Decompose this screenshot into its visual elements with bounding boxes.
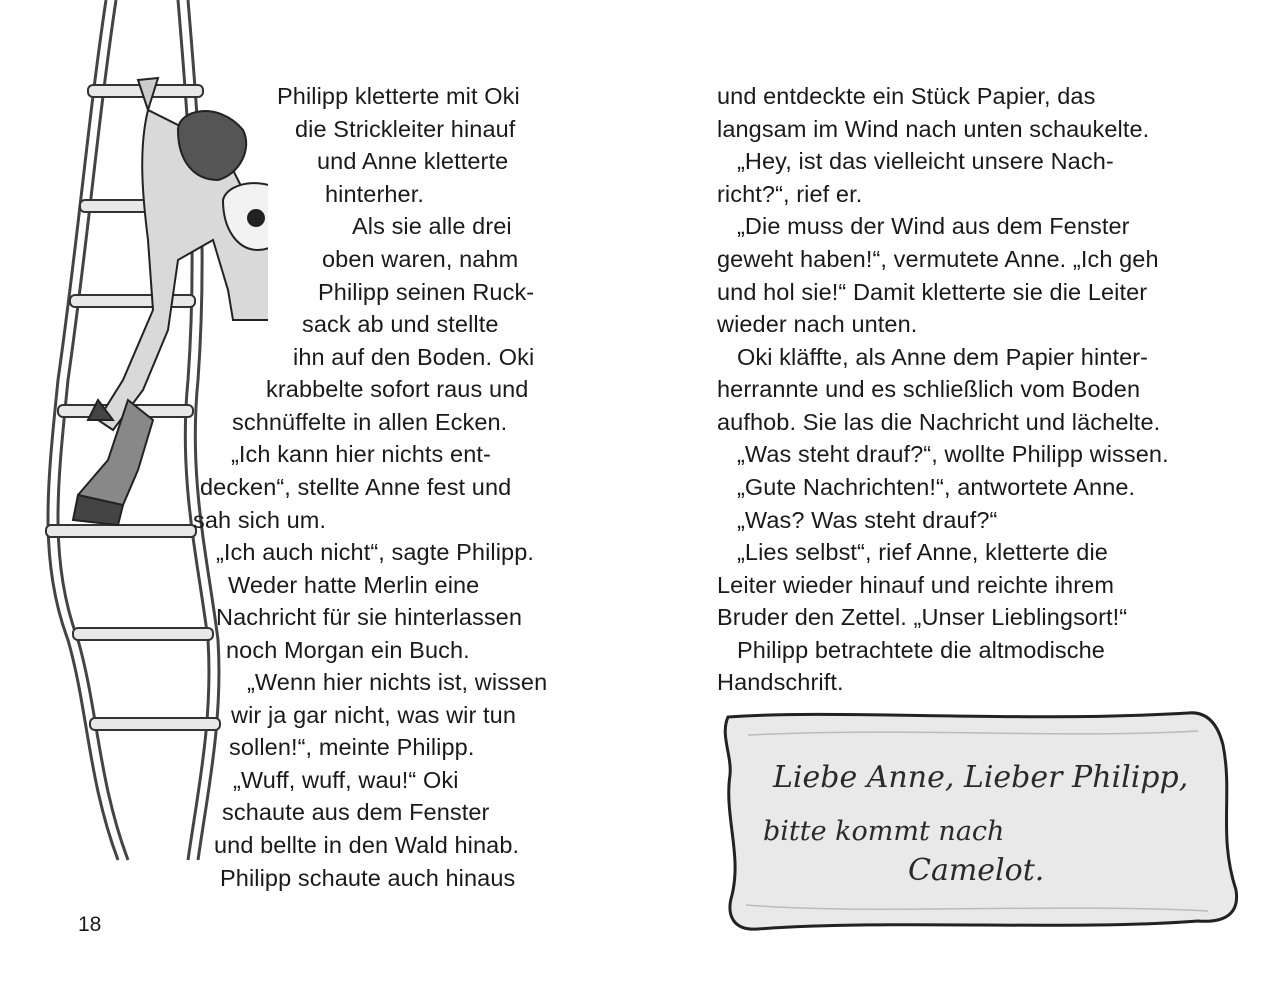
- text-line: Oki kläffte, als Anne dem Papier hinter-: [737, 344, 1149, 370]
- text-line: sah sich um.: [193, 507, 327, 533]
- text-line: richt?“, rief er.: [717, 181, 863, 207]
- text-line: „Die muss der Wind aus dem Fenster: [737, 213, 1130, 239]
- text-line: geweht haben!“, vermutete Anne. „Ich geh: [717, 246, 1159, 272]
- text-line: oben waren, nahm: [322, 246, 519, 272]
- note-line-3: Camelot.: [908, 853, 1045, 888]
- text-line: herrannte und es schließlich vom Boden: [717, 376, 1141, 402]
- text-line: Bruder den Zettel. „Unser Lieblingsort!“: [717, 604, 1128, 630]
- text-line: und hol sie!“ Damit kletterte sie die Leiter: [717, 279, 1148, 305]
- text-line: sollen!“, meinte Philipp.: [229, 734, 475, 760]
- text-line: Handschrift.: [717, 669, 844, 695]
- text-line: „Wenn hier nichts ist, wissen: [247, 669, 548, 695]
- text-line: „Was? Was steht drauf?“: [737, 507, 998, 533]
- text-line: Philipp seinen Ruck-: [318, 279, 535, 305]
- text-line: krabbelte sofort raus und: [266, 376, 529, 402]
- text-line: Philipp kletterte mit Oki: [277, 83, 520, 109]
- text-line: „Ich kann hier nichts ent-: [231, 441, 491, 467]
- text-line: „Hey, ist das vielleicht unsere Nach-: [737, 148, 1114, 174]
- text-line: decken“, stellte Anne fest und: [200, 474, 512, 500]
- text-line: die Strickleiter hinauf: [295, 116, 516, 142]
- text-line: schnüffelte in allen Ecken.: [232, 409, 508, 435]
- text-line: langsam im Wind nach unten schaukelte.: [717, 116, 1150, 142]
- text-line: noch Morgan ein Buch.: [226, 637, 470, 663]
- text-line: Weder hatte Merlin eine: [228, 572, 480, 598]
- right-page: [640, 0, 1280, 998]
- text-line: ihn auf den Boden. Oki: [293, 344, 535, 370]
- text-line: wir ja gar nicht, was wir tun: [231, 702, 516, 728]
- page-number: 18: [78, 913, 102, 936]
- text-line: Philipp schaute auch hinaus: [220, 865, 516, 891]
- note-line-1: Liebe Anne, Lieber Philipp,: [773, 760, 1189, 795]
- text-line: „Gute Nachrichten!“, antwortete Anne.: [737, 474, 1136, 500]
- text-line: und entdeckte ein Stück Papier, das: [717, 83, 1096, 109]
- handwritten-note-illustration: [718, 705, 1248, 955]
- text-line: und Anne kletterte: [317, 148, 509, 174]
- text-line: aufhob. Sie las die Nachricht und lächelte.: [717, 409, 1161, 435]
- text-line: „Wuff, wuff, wau!“ Oki: [233, 767, 459, 793]
- text-line: Als sie alle drei: [352, 213, 512, 239]
- text-line: Leiter wieder hinauf und reichte ihrem: [717, 572, 1114, 598]
- text-line: „Lies selbst“, rief Anne, kletterte die: [737, 539, 1108, 565]
- text-line: hinterher.: [325, 181, 424, 207]
- text-line: schaute aus dem Fenster: [222, 799, 490, 825]
- text-line: und bellte in den Wald hinab.: [214, 832, 520, 858]
- text-line: Nachricht für sie hinterlassen: [216, 604, 523, 630]
- text-line: Philipp betrachtete die altmodische: [737, 637, 1105, 663]
- text-line: „Ich auch nicht“, sagte Philipp.: [216, 539, 535, 565]
- text-line: „Was steht drauf?“, wollte Philipp wissen.: [737, 441, 1169, 467]
- note-line-2: bitte kommt nach: [763, 816, 1005, 847]
- text-line: wieder nach unten.: [717, 311, 918, 337]
- text-line: sack ab und stellte: [302, 311, 499, 337]
